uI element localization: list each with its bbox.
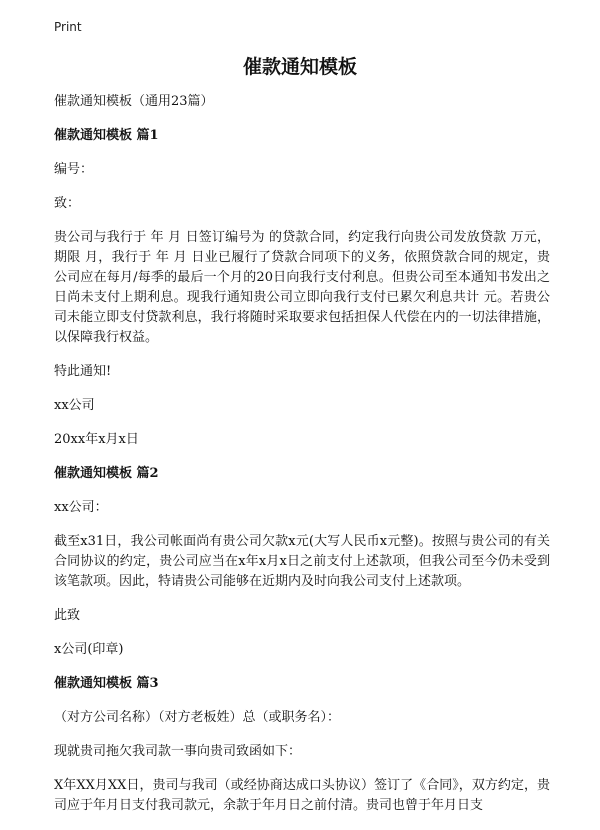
section-heading: 催款通知模板 篇2: [54, 466, 159, 481]
paragraph: 此致: [54, 608, 81, 623]
paragraph: x公司(印章): [54, 642, 124, 657]
section-heading: 催款通知模板 篇3: [54, 676, 159, 691]
paragraph: 20xx年x月x日: [54, 432, 139, 447]
paragraph: X年XX月XX日，贵司与我司（或经协商达成口头协议）签订了《合同》，双方约定，贵司应于年月日支付我司款元，余款于年月日之前付清。贵司也曾于年月日支: [54, 778, 550, 813]
paragraph: 截至x31日，我公司帐面尚有贵公司欠款x元(大写人民币x元整)。按照与贵公司的有关合同协议的约定，贵公司应当在x年x月x日之前支付上述款项，但我公司至今仍未受到该笔款项。因此，特请贵公司能够在近期内及时向我公司支付上述款项。: [54, 534, 550, 589]
paragraph: xx公司: [54, 398, 95, 413]
paragraph: xx公司：: [54, 500, 108, 515]
paragraph: 特此通知!: [54, 364, 112, 379]
paragraph: 编号：: [54, 162, 94, 177]
document-subtitle: 催款通知模板（通用23篇）: [54, 94, 214, 109]
print-link[interactable]: Print: [54, 20, 82, 34]
section-heading: 催款通知模板 篇1: [54, 128, 159, 143]
paragraph: 贵公司与我行于 年 月 日签订编号为 的贷款合同，约定我行向贵公司发放贷款 万元，期限 月，我行于 年 月 日业已履行了贷款合同项下的义务，依照贷款合同的规定，贵公司应在每月/每季的最后一个月的20日向我行支付利息。但贵公司至本通知书发出之日尚未支付上期利息。现我行通知贵公司立即向我行支付已累欠利息共计 元。若贵公司未能立即支付贷款利息，我行将随时采取要求包括担保人代偿在内的一切法律措施，以保障我行权益。: [54, 230, 550, 345]
document-title: 催款通知模板: [242, 56, 357, 78]
paragraph: （对方公司名称）（对方老板姓）总（或职务名）：: [54, 710, 341, 725]
document-body: [54, 92, 550, 830]
paragraph: 现就贵司拖欠我司款一事向贵司致函如下：: [54, 744, 302, 759]
paragraph: 致：: [54, 196, 81, 211]
